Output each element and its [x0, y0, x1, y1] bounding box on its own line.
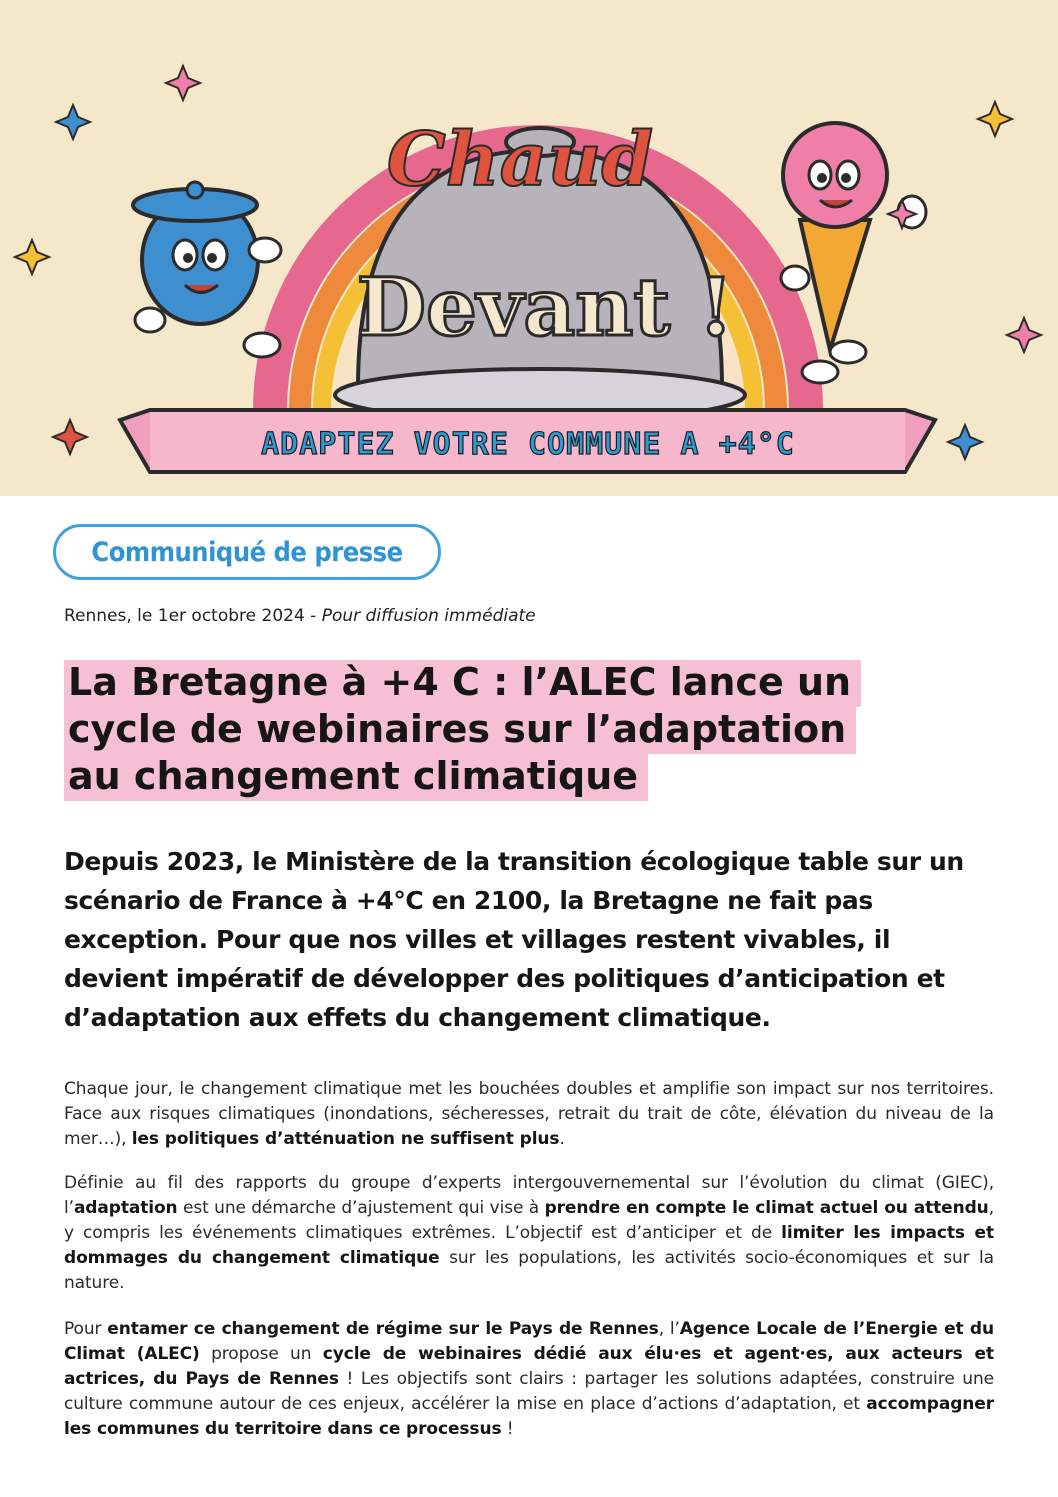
emphasis: les politiques d’atténuation ne suffisent plus: [131, 1129, 560, 1149]
text: sur les populations, les activités socio-économiques et sur la nature.: [64, 1248, 994, 1293]
text: propose un: [199, 1344, 323, 1364]
sparkle-icon: [56, 105, 90, 139]
body-paragraph-3: [64, 1317, 994, 1442]
header-banner: [0, 0, 1058, 496]
banner-title-2: Devant !: [356, 260, 734, 354]
press-release-badge: Communiqué de presse: [53, 524, 441, 580]
text: Chaque jour, le changement climatique met les bouchées doubles et amplifie son impact sur nos territoires. Face aux risques climatiques (inondations, sécheresses, retrait du trait de côte, élévation du niveau de la mer…),: [64, 1079, 994, 1149]
text: .: [559, 1129, 565, 1149]
text: Pour: [64, 1319, 108, 1339]
sparkle-icon: [15, 240, 49, 274]
headline-line-3: au changement climatique: [64, 754, 648, 801]
headline: [64, 660, 994, 801]
emphasis: accompagner les communes du territoire dans ce processus: [64, 1394, 994, 1439]
pot-character: [133, 182, 281, 357]
emphasis: entamer ce changement de régime sur le Pays de Rennes: [107, 1319, 659, 1339]
lead-paragraph: Depuis 2023, le Ministère de la transition écologique table sur un scénario de France à +4°C en 2100, la Bretagne ne fait pas exception. Pour que nos villes et villages restent vivables, il devient impératif de développer des politiques d’anticipation et d’adaptation aux effets du changement climatique.: [64, 847, 964, 1032]
headline-line-1: La Bretagne à +4 C : l’ALEC lance un: [64, 660, 861, 707]
sparkle-icon: [978, 102, 1012, 136]
dateline-place-date: Rennes, le 1er octobre 2024 -: [64, 606, 317, 626]
text: , y compris les événements climatiques extrêmes. L’objectif est d’anticiper et de: [64, 1198, 994, 1243]
text: est une démarche d’ajustement qui vise à: [177, 1198, 545, 1218]
text: , l’: [658, 1319, 680, 1339]
dateline: [64, 606, 536, 626]
body-paragraph-1: [64, 1077, 994, 1152]
text: ! Les objectifs sont clairs : partager les solutions adaptées, construire une culture commune autour de ces enjeux, accélérer la mise en place d’actions d’adaptation, et: [64, 1369, 994, 1414]
body-paragraph-2: [64, 1171, 994, 1296]
emphasis: adaptation: [73, 1198, 178, 1218]
dateline-note: Pour diffusion immédiate: [321, 606, 536, 626]
sparkle-icon: [53, 420, 87, 454]
sparkle-icon: [948, 425, 982, 459]
ribbon-text: ADAPTEZ VOTRE COMMUNE A +4°C: [261, 427, 795, 462]
emphasis: prendre en compte le climat actuel ou attendu: [544, 1198, 989, 1218]
banner-illustration: [0, 0, 1058, 496]
emphasis: limiter les impacts et dommages du changement climatique: [64, 1223, 994, 1268]
emphasis: Agence Locale de l’Energie et du Climat (ALEC): [64, 1319, 994, 1364]
text: Définie au fil des rapports du groupe d’experts intergouvernemental sur l’évolution du climat (GIEC), l’: [64, 1173, 994, 1218]
sparkle-icon: [1007, 318, 1041, 352]
text: !: [501, 1419, 514, 1439]
emphasis: cycle de webinaires dédié aux élu·es et agent·es, aux acteurs et actrices, du Pays de Rennes: [64, 1344, 994, 1389]
headline-line-2: cycle de webinaires sur l’adaptation: [64, 707, 856, 754]
sparkle-icon: [166, 66, 200, 100]
banner-title-1: Chaud: [386, 117, 654, 203]
